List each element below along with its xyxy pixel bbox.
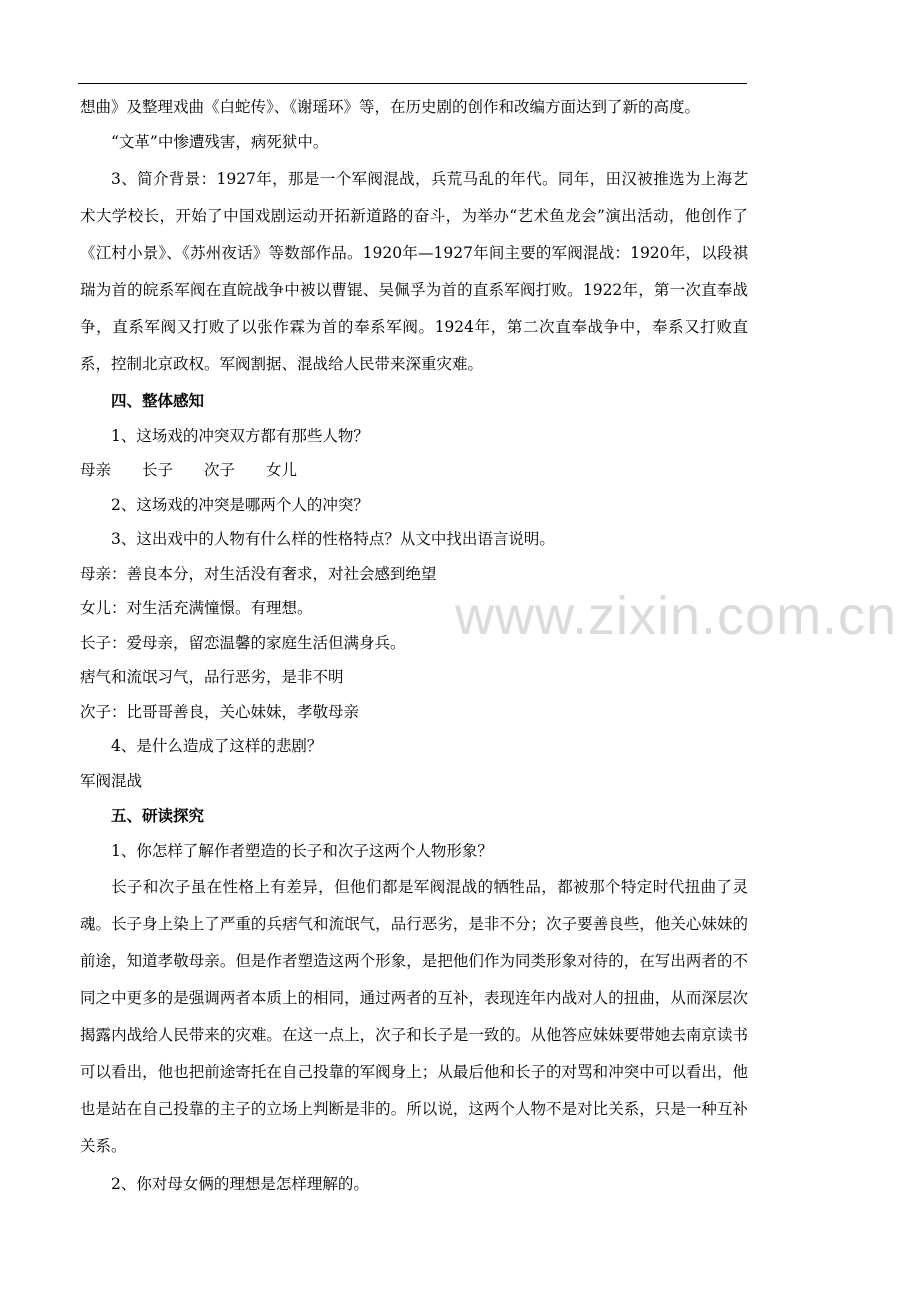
role-second-son: 次子 (204, 461, 236, 479)
answer-eldest-son: 长子：爱母亲，留恋温馨的家庭生活但满身兵。 (80, 633, 406, 652)
role-daughter: 女儿 (266, 461, 298, 479)
role-eldest-son: 长子 (142, 461, 174, 479)
role-mother: 母亲 (80, 461, 112, 479)
answer-mother: 母亲：善良本分，对生活没有奢求，对社会感到绝望 (80, 564, 437, 583)
research-answer-1: 长子和次子虽在性格上有差异，但他们都是军阀混战的牺牲品，都被那个特定时代扭曲了灵魂。长子身上染上了严重的兵痞气和流氓气，品行恶劣，是非不分；次子要善良些，他关心妹妹的前途，知道孝敬母亲。但是作者塑造这两个形象，是把他们作为同类形象对待的，在写出两者的不同之中更多的是强调两者本质上的相同，通过两者的互补，表现连年内战对人的扭曲，从而深层次揭露内战给人民带来的灾难。在这一点上，次子和长子是一致的。从他答应妹妹要带她去南京读书可以看出，他也把前途寄托在自己投靠的军阀身上；从最后他和长子的对骂和冲突中可以看出，他也是站在自己投靠的主子的立场上判断是非的。所以说，这两个人物不是对比关系，只是一种互补关系。 (80, 878, 748, 1155)
heading-section-five: 五、研读探究 (111, 806, 205, 825)
paragraph-cultural-revolution: “文革”中惨遭残害，病死狱中。 (111, 132, 329, 151)
question-2: 2、这场戏的冲突是哪两个人的冲突？ (111, 495, 369, 514)
header-rule (78, 83, 747, 84)
paragraph-background: 3、简介背景：1927年，那是一个军阀混战，兵荒马乱的年代。同年，田汉被推选为上海艺术大学校长，开始了中国戏剧运动开拓新道路的奋斗，为举办“艺术鱼龙会”演出活动，他创作了《江村小景》、《苏州夜话》等数部作品。1920年—1927年间主要的军阀混战：1920年，以段祺瑞为首的皖系军阀在直皖战争中被以曹锟、吴佩孚为首的直系军阀打败。1922年，第一次直奉战争，直系军阀又打败了以张作霖为首的奉系军阀。1924年，第二次直奉战争中，奉系又打败直系，控制北京政权。军阀割据、混战给人民带来深重灾难。 (80, 170, 748, 373)
research-question-2: 2、你对母女俩的理想是怎样理解的。 (111, 1175, 369, 1193)
paragraph-continuation: 想曲》及整理戏曲《白蛇传》、《谢瑶环》等，在历史剧的创作和改编方面达到了新的高度。 (80, 98, 701, 116)
answer-4: 军阀混战 (80, 771, 143, 790)
heading-section-four: 四、整体感知 (111, 391, 205, 410)
question-3: 3、这出戏中的人物有什么样的性格特点？从文中找出语言说明。 (111, 530, 555, 548)
answer-daughter: 女儿：对生活充满憧憬。有理想。 (80, 599, 313, 617)
question-1: 1、这场戏的冲突双方都有那些人物？ (111, 426, 369, 445)
roles-list (80, 453, 748, 488)
document-body (80, 90, 748, 1202)
answer-eldest-son-cont: 痞气和流氓习气，品行恶劣，是非不明 (80, 668, 344, 686)
watermark: www.zixin.com.cn (455, 586, 898, 646)
question-4: 4、是什么造成了这样的悲剧？ (111, 737, 323, 755)
answer-second-son: 次子：比哥哥善良，关心妹妹，孝敬母亲 (80, 702, 360, 721)
research-question-1: 1、你怎样了解作者塑造的长子和次子这两个人物形象？ (111, 841, 493, 860)
